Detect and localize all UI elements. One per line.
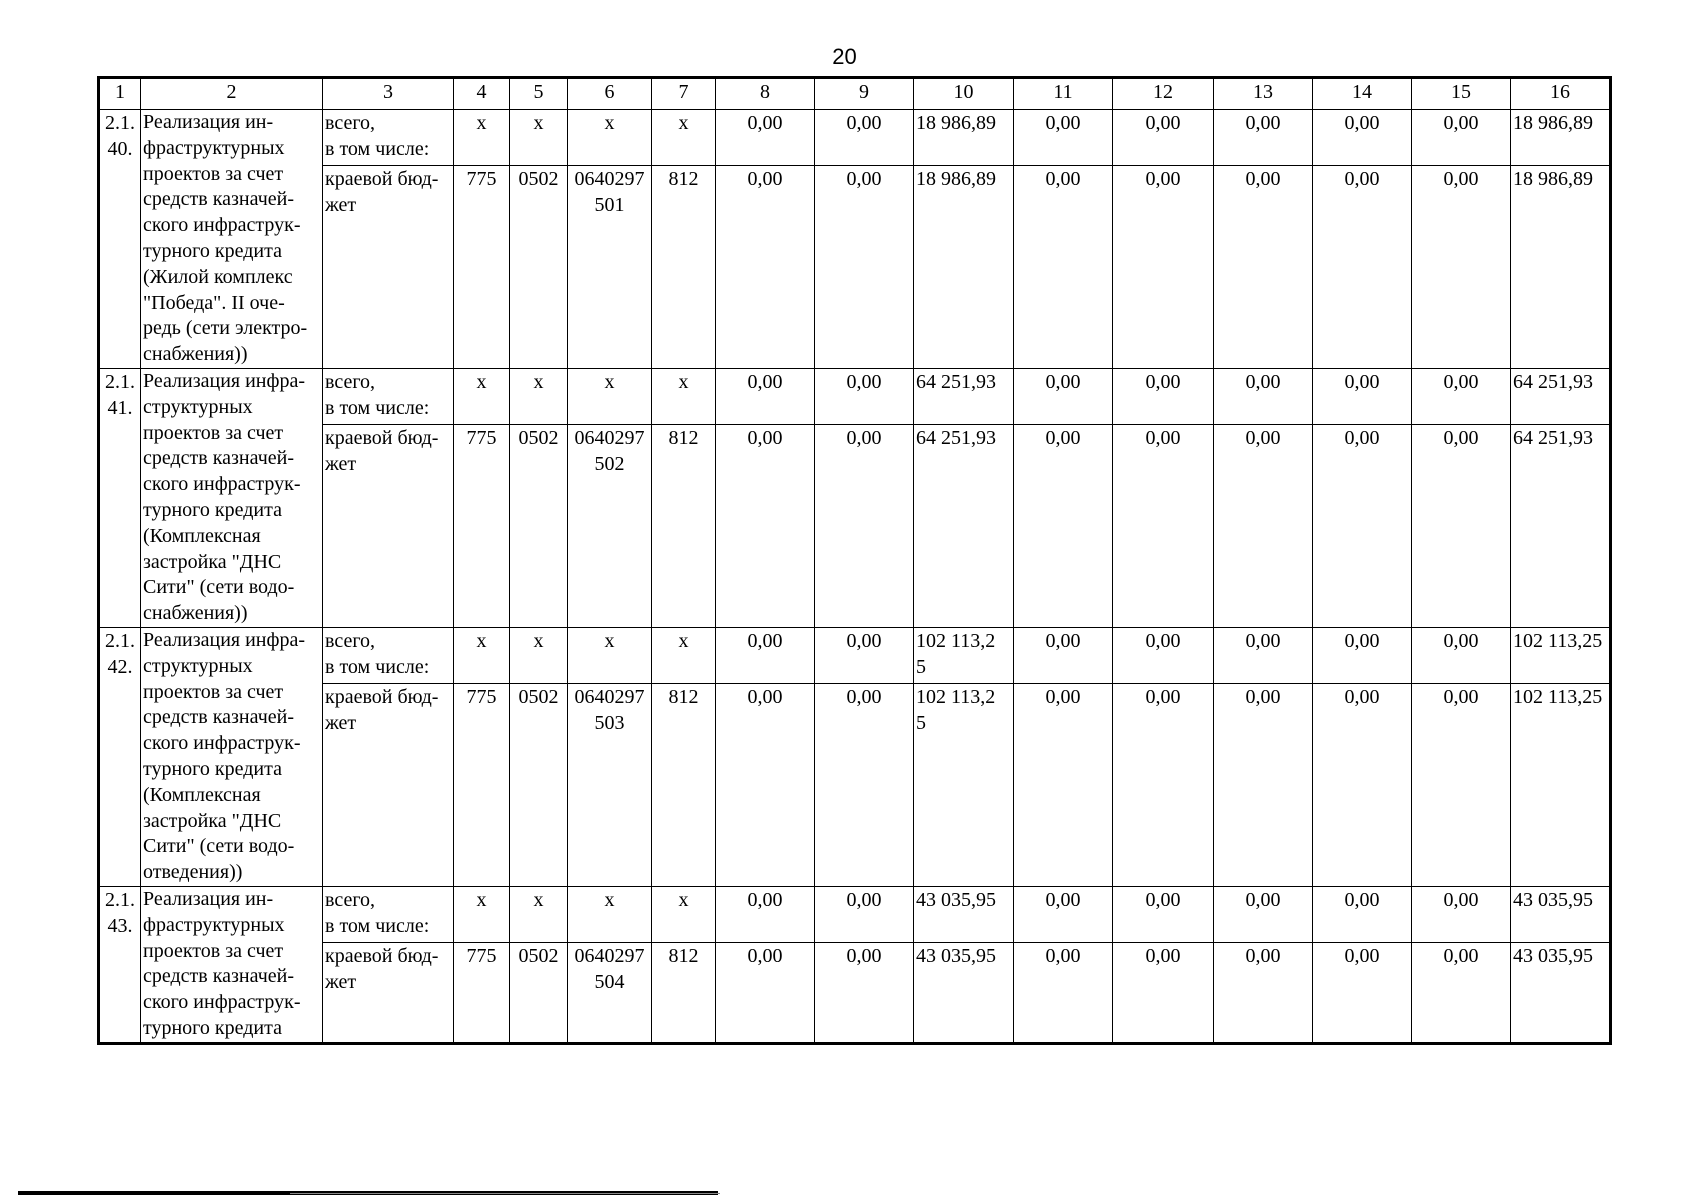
cell-c11: 0,00 bbox=[1014, 166, 1113, 369]
cell-c9: 0,00 bbox=[815, 942, 914, 1043]
cell-c12: 0,00 bbox=[1113, 683, 1214, 886]
cell-c14: 0,00 bbox=[1313, 627, 1412, 683]
cell-c16: 18 986,89 bbox=[1511, 166, 1611, 369]
row-number: 2.1. 43. bbox=[99, 886, 141, 1043]
funding-label-total: всего, в том числе: bbox=[323, 110, 454, 166]
column-header: 3 bbox=[323, 78, 454, 110]
column-header: 14 bbox=[1313, 78, 1412, 110]
cell-c5: 0502 bbox=[510, 424, 568, 627]
column-header: 2 bbox=[141, 78, 323, 110]
cell-c15: 0,00 bbox=[1412, 886, 1511, 942]
cell-c6: x bbox=[568, 110, 652, 166]
cell-c10: 102 113,2 5 bbox=[914, 683, 1014, 886]
column-header: 1 bbox=[99, 78, 141, 110]
project-name: Реализация ин- фраструктурных проектов за счет средств казначей- ского инфраструк- турного кредита (Жилой комплекс "Победа". II оче- редь (сети электро- снабжения)) bbox=[141, 110, 323, 369]
cell-c7: 812 bbox=[652, 166, 716, 369]
cell-c6: x bbox=[568, 886, 652, 942]
cell-c16: 102 113,25 bbox=[1511, 683, 1611, 886]
table-row bbox=[99, 368, 1611, 424]
cell-c9: 0,00 bbox=[815, 368, 914, 424]
table-row bbox=[99, 627, 1611, 683]
cell-c6: x bbox=[568, 627, 652, 683]
cell-c14: 0,00 bbox=[1313, 886, 1412, 942]
column-header: 9 bbox=[815, 78, 914, 110]
cell-c7: 812 bbox=[652, 942, 716, 1043]
cell-c8: 0,00 bbox=[716, 627, 815, 683]
cell-c5: x bbox=[510, 368, 568, 424]
cell-c12: 0,00 bbox=[1113, 942, 1214, 1043]
row-number: 2.1. 41. bbox=[99, 368, 141, 627]
table-row bbox=[99, 424, 1611, 627]
cell-c8: 0,00 bbox=[716, 424, 815, 627]
cell-c13: 0,00 bbox=[1214, 424, 1313, 627]
cell-c16: 64 251,93 bbox=[1511, 424, 1611, 627]
cell-c14: 0,00 bbox=[1313, 110, 1412, 166]
column-header: 7 bbox=[652, 78, 716, 110]
cell-c10: 64 251,93 bbox=[914, 424, 1014, 627]
cell-c11: 0,00 bbox=[1014, 627, 1113, 683]
cell-c12: 0,00 bbox=[1113, 886, 1214, 942]
cell-c8: 0,00 bbox=[716, 942, 815, 1043]
cell-c4: 775 bbox=[454, 942, 510, 1043]
funding-label-total: всего, в том числе: bbox=[323, 368, 454, 424]
cell-c4: 775 bbox=[454, 683, 510, 886]
cell-c13: 0,00 bbox=[1214, 942, 1313, 1043]
cell-c6: 0640297 504 bbox=[568, 942, 652, 1043]
cell-c16: 102 113,25 bbox=[1511, 627, 1611, 683]
cell-c9: 0,00 bbox=[815, 424, 914, 627]
cell-c16: 18 986,89 bbox=[1511, 110, 1611, 166]
cell-c5: x bbox=[510, 627, 568, 683]
cell-c16: 43 035,95 bbox=[1511, 886, 1611, 942]
cell-c15: 0,00 bbox=[1412, 942, 1511, 1043]
cell-c11: 0,00 bbox=[1014, 683, 1113, 886]
cell-c11: 0,00 bbox=[1014, 110, 1113, 166]
page-number: 20 bbox=[832, 44, 857, 69]
cell-c6: 0640297 503 bbox=[568, 683, 652, 886]
row-number: 2.1. 40. bbox=[99, 110, 141, 369]
cell-c11: 0,00 bbox=[1014, 942, 1113, 1043]
table-row bbox=[99, 942, 1611, 1043]
cell-c9: 0,00 bbox=[815, 683, 914, 886]
cell-c11: 0,00 bbox=[1014, 368, 1113, 424]
cell-c9: 0,00 bbox=[815, 110, 914, 166]
cell-c5: 0502 bbox=[510, 166, 568, 369]
column-header: 5 bbox=[510, 78, 568, 110]
cell-c15: 0,00 bbox=[1412, 683, 1511, 886]
cell-c12: 0,00 bbox=[1113, 368, 1214, 424]
funding-label-total: всего, в том числе: bbox=[323, 886, 454, 942]
table-row bbox=[99, 166, 1611, 369]
column-header: 11 bbox=[1014, 78, 1113, 110]
cell-c13: 0,00 bbox=[1214, 683, 1313, 886]
cell-c8: 0,00 bbox=[716, 886, 815, 942]
cell-c7: 812 bbox=[652, 683, 716, 886]
cell-c8: 0,00 bbox=[716, 166, 815, 369]
cell-c10: 18 986,89 bbox=[914, 166, 1014, 369]
cell-c11: 0,00 bbox=[1014, 886, 1113, 942]
cell-c13: 0,00 bbox=[1214, 110, 1313, 166]
table-row bbox=[99, 886, 1611, 942]
cell-c10: 102 113,2 5 bbox=[914, 627, 1014, 683]
cell-c10: 18 986,89 bbox=[914, 110, 1014, 166]
cell-c15: 0,00 bbox=[1412, 627, 1511, 683]
funding-label-regional: краевой бюд- жет bbox=[323, 942, 454, 1043]
cell-c5: 0502 bbox=[510, 942, 568, 1043]
column-header: 12 bbox=[1113, 78, 1214, 110]
budget-table bbox=[97, 76, 1612, 1045]
column-header: 4 bbox=[454, 78, 510, 110]
cell-c14: 0,00 bbox=[1313, 683, 1412, 886]
table-row bbox=[99, 683, 1611, 886]
cell-c11: 0,00 bbox=[1014, 424, 1113, 627]
cell-c9: 0,00 bbox=[815, 627, 914, 683]
cell-c12: 0,00 bbox=[1113, 424, 1214, 627]
column-header: 15 bbox=[1412, 78, 1511, 110]
cell-c10: 64 251,93 bbox=[914, 368, 1014, 424]
cell-c4: 775 bbox=[454, 424, 510, 627]
cell-c7: x bbox=[652, 368, 716, 424]
cell-c8: 0,00 bbox=[716, 683, 815, 886]
header-row bbox=[99, 78, 1611, 110]
cell-c14: 0,00 bbox=[1313, 942, 1412, 1043]
cell-c9: 0,00 bbox=[815, 886, 914, 942]
cell-c6: 0640297 501 bbox=[568, 166, 652, 369]
column-header: 13 bbox=[1214, 78, 1313, 110]
cell-c13: 0,00 bbox=[1214, 368, 1313, 424]
cell-c16: 64 251,93 bbox=[1511, 368, 1611, 424]
cell-c7: 812 bbox=[652, 424, 716, 627]
cell-c15: 0,00 bbox=[1412, 110, 1511, 166]
cell-c5: 0502 bbox=[510, 683, 568, 886]
cell-c13: 0,00 bbox=[1214, 166, 1313, 369]
cell-c10: 43 035,95 bbox=[914, 886, 1014, 942]
project-name: Реализация инфра- структурных проектов за счет средств казначей- ского инфраструк- турного кредита (Комплексная застройка "ДНС Сити" (сети водо- снабжения)) bbox=[141, 368, 323, 627]
cell-c6: 0640297 502 bbox=[568, 424, 652, 627]
row-number: 2.1. 42. bbox=[99, 627, 141, 886]
cell-c12: 0,00 bbox=[1113, 166, 1214, 369]
cell-c5: x bbox=[510, 110, 568, 166]
cell-c10: 43 035,95 bbox=[914, 942, 1014, 1043]
cell-c12: 0,00 bbox=[1113, 627, 1214, 683]
cell-c15: 0,00 bbox=[1412, 368, 1511, 424]
cell-c4: x bbox=[454, 110, 510, 166]
cell-c4: x bbox=[454, 627, 510, 683]
footer-rule-thin bbox=[290, 1193, 720, 1194]
project-name: Реализация ин- фраструктурных проектов за счет средств казначей- ского инфраструк- турного кредита bbox=[141, 886, 323, 1043]
cell-c7: x bbox=[652, 886, 716, 942]
cell-c4: x bbox=[454, 886, 510, 942]
cell-c14: 0,00 bbox=[1313, 166, 1412, 369]
cell-c13: 0,00 bbox=[1214, 886, 1313, 942]
column-header: 8 bbox=[716, 78, 815, 110]
funding-label-regional: краевой бюд- жет bbox=[323, 424, 454, 627]
cell-c7: x bbox=[652, 627, 716, 683]
cell-c4: x bbox=[454, 368, 510, 424]
cell-c8: 0,00 bbox=[716, 368, 815, 424]
funding-label-regional: краевой бюд- жет bbox=[323, 683, 454, 886]
column-header: 16 bbox=[1511, 78, 1611, 110]
cell-c4: 775 bbox=[454, 166, 510, 369]
funding-label-regional: краевой бюд- жет bbox=[323, 166, 454, 369]
cell-c12: 0,00 bbox=[1113, 110, 1214, 166]
project-name: Реализация инфра- структурных проектов за счет средств казначей- ского инфраструк- турного кредита (Комплексная застройка "ДНС Сити" (сети водо- отведения)) bbox=[141, 627, 323, 886]
cell-c9: 0,00 bbox=[815, 166, 914, 369]
cell-c15: 0,00 bbox=[1412, 166, 1511, 369]
cell-c14: 0,00 bbox=[1313, 424, 1412, 627]
table-row bbox=[99, 110, 1611, 166]
cell-c13: 0,00 bbox=[1214, 627, 1313, 683]
cell-c8: 0,00 bbox=[716, 110, 815, 166]
cell-c7: x bbox=[652, 110, 716, 166]
cell-c15: 0,00 bbox=[1412, 424, 1511, 627]
funding-label-total: всего, в том числе: bbox=[323, 627, 454, 683]
column-header: 6 bbox=[568, 78, 652, 110]
cell-c16: 43 035,95 bbox=[1511, 942, 1611, 1043]
column-header: 10 bbox=[914, 78, 1014, 110]
cell-c14: 0,00 bbox=[1313, 368, 1412, 424]
cell-c6: x bbox=[568, 368, 652, 424]
cell-c5: x bbox=[510, 886, 568, 942]
